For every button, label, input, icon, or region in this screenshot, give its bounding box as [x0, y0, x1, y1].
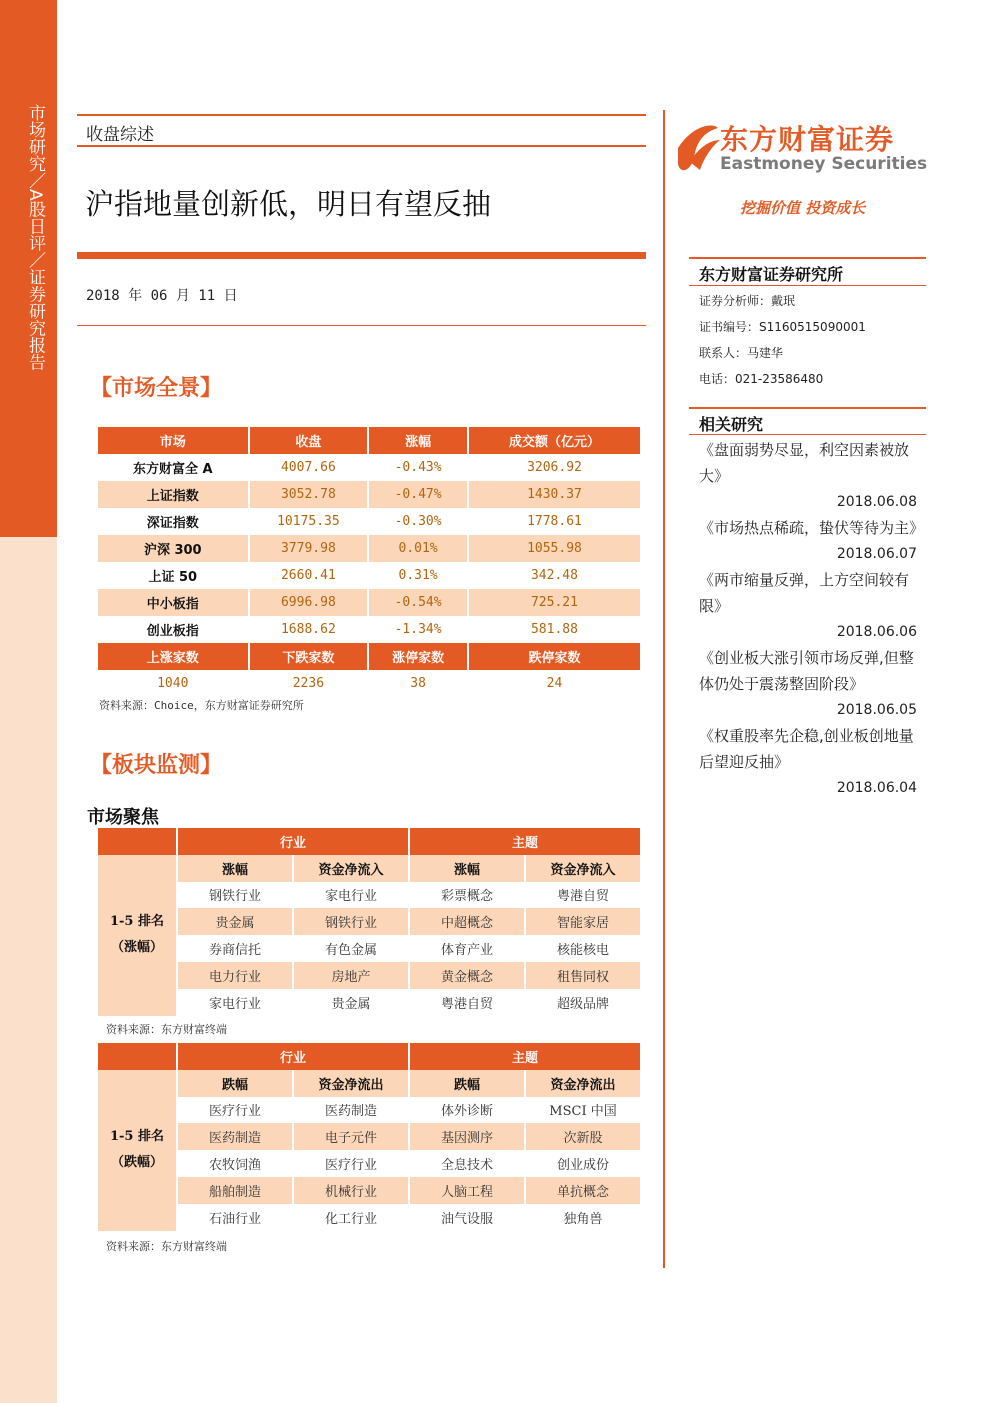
sub-header: 资金净流入: [526, 855, 640, 882]
sector-cell: 人脑工程: [410, 1177, 524, 1204]
market-name: 东方财富全 A: [132, 462, 213, 477]
sub-header: 资金净流出: [294, 1070, 408, 1097]
related-date: 2018.06.08: [836, 494, 917, 510]
sector-down-table: [96, 1043, 642, 1231]
table-row: [98, 1123, 640, 1150]
market-amount: 1430.37: [469, 481, 640, 508]
table-row: [98, 908, 640, 935]
sub-header: 跌幅: [178, 1070, 292, 1097]
table-row: [98, 882, 640, 909]
sector-cell: 贵金属: [178, 908, 292, 935]
institute-rule-top: [689, 257, 926, 259]
market-source: 资料来源：Choice，东方财富证券研究所: [99, 699, 304, 712]
rank-label: [98, 1070, 176, 1231]
table-row: [98, 535, 640, 562]
focus-title: 市场聚焦: [87, 807, 159, 828]
related-item[interactable]: 《创业板大涨引领市场反弹,但整体仍处于震荡整固阶段》: [699, 649, 914, 693]
market-amount: 342.48: [530, 568, 578, 583]
header-rule-top: [77, 114, 646, 116]
market-change: 0.01%: [369, 535, 467, 562]
market-name: 上证指数: [98, 481, 248, 508]
market-change: -0.43%: [394, 460, 442, 475]
sector-cell: 有色金属: [324, 943, 377, 959]
sector-cell: 券商信托: [208, 943, 261, 959]
sub-header: 资金净流出: [526, 1070, 640, 1097]
market-change: -1.34%: [394, 622, 442, 637]
sector-cell: 医药制造: [324, 1104, 377, 1120]
sector-cell: 黄金概念: [410, 962, 524, 989]
sector-cell: 医疗行业: [208, 1104, 261, 1120]
sector-cell: 超级品牌: [556, 996, 609, 1012]
market-heading: 【市场全景】: [90, 375, 223, 401]
market-name: 沪深 300: [98, 535, 248, 562]
license-number: 证书编号：S1160515090001: [699, 320, 866, 334]
table-row: [98, 1204, 640, 1231]
sub-header: 涨幅: [178, 855, 292, 882]
market-change: 0.31%: [398, 568, 438, 583]
table-row: [98, 670, 640, 697]
related-date: 2018.06.04: [836, 780, 917, 796]
table-corner: [98, 1043, 176, 1070]
sector-cell: 核能核电: [556, 943, 609, 959]
related-title: 相关研究: [699, 415, 764, 434]
sector-cell: 租售同权: [526, 962, 640, 989]
institute-rule: [689, 285, 926, 286]
table-row: [98, 589, 640, 616]
sector-cell: 粤港自贸: [556, 889, 609, 905]
table-row: [98, 1177, 640, 1204]
sector-cell: 基因测序: [410, 1123, 524, 1150]
contact: 联系人：马建华: [699, 346, 784, 360]
market-close: 3779.98: [250, 535, 368, 562]
market-close: 2660.41: [280, 568, 336, 583]
table-row: [98, 962, 640, 989]
analyst: 证券分析师：戴珉: [699, 294, 796, 308]
count-header: 下跌家数: [250, 643, 368, 670]
sector-cell: 房地产: [294, 962, 408, 989]
sector-cell: 油气设服: [440, 1211, 493, 1227]
related-item[interactable]: 《盘面弱势尽显，利空因素被放大》: [699, 441, 910, 485]
market-change: -0.30%: [394, 514, 442, 529]
market-amount: 581.88: [530, 622, 578, 637]
market-amount: 1055.98: [469, 535, 640, 562]
sector-cell: 船舶制造: [178, 1177, 292, 1204]
count-header: 跌停家数: [469, 643, 640, 670]
rank-label-line: 1-5 排名: [109, 914, 164, 930]
market-close: 6996.98: [250, 589, 368, 616]
column-divider: [663, 110, 665, 1268]
table-row: [98, 454, 640, 481]
rank-label-line: （涨幅）: [110, 940, 163, 956]
col-header: 收盘: [250, 427, 368, 454]
count-value: 24: [546, 676, 563, 691]
rank-label-line: 1-5 排名: [109, 1129, 164, 1145]
sector-cell: 粤港自贸: [440, 996, 493, 1012]
sector-cell: 中超概念: [410, 908, 524, 935]
group-header: 行业: [178, 828, 408, 855]
col-header: 涨幅: [369, 427, 467, 454]
market-amount: 1778.61: [527, 514, 582, 529]
table-corner: [98, 828, 176, 855]
section-tag: 收盘综述: [86, 125, 154, 145]
rank-label-line: （跌幅）: [110, 1155, 163, 1171]
sector-cell: 农牧饲渔: [208, 1158, 261, 1174]
market-change: -0.47%: [369, 481, 467, 508]
table-row: [98, 508, 640, 535]
count-header: 上涨家数: [98, 643, 248, 670]
market-change: -0.54%: [369, 589, 467, 616]
table-row: [98, 1150, 640, 1177]
sector-cell: 独角兽: [563, 1211, 603, 1227]
table-row: [98, 1097, 640, 1124]
count-header: 涨停家数: [369, 643, 467, 670]
rank-label: [98, 855, 176, 1016]
sector-cell: 彩票概念: [440, 889, 493, 905]
side-label: 市场研究／A股日评／证券研究报告: [25, 104, 45, 371]
sector-up-source: 资料来源：东方财富终端: [106, 1023, 227, 1036]
sector-cell: 医药制造: [178, 1123, 292, 1150]
sector-down-source: 资料来源：东方财富终端: [106, 1240, 227, 1253]
header-rule-thick: [77, 252, 646, 259]
market-amount: 3206.92: [527, 460, 582, 475]
table-row: [98, 935, 640, 962]
count-value: 38: [410, 676, 426, 691]
market-table: [96, 427, 642, 697]
related-date: 2018.06.06: [836, 624, 917, 640]
table-row: [98, 481, 640, 508]
group-header: 主题: [410, 1043, 640, 1070]
sector-cell: 电力行业: [178, 962, 292, 989]
sector-cell: MSCI 中国: [549, 1104, 617, 1120]
header-rule-2: [77, 145, 646, 147]
related-item[interactable]: 《两市缩量反弹，上方空间较有限》: [699, 571, 910, 615]
institute-title: 东方财富证券研究所: [699, 265, 844, 284]
count-value: 2236: [292, 676, 325, 691]
page-title: 沪指地量创新低，明日有望反抽: [85, 187, 492, 221]
sub-header: 涨幅: [410, 855, 524, 882]
related-item[interactable]: 《市场热点稀疏，蛰伏等待为主》: [699, 519, 925, 537]
market-name: 上证 50: [148, 570, 198, 585]
sector-cell: 钢铁行业: [294, 908, 408, 935]
sector-heading: 【板块监测】: [90, 752, 223, 778]
sector-up-table: [96, 828, 642, 1016]
phone: 电话：021-23586480: [699, 372, 824, 386]
table-row: [98, 989, 640, 1016]
related-date: 2018.06.07: [836, 546, 917, 562]
table-row: [98, 616, 640, 643]
sector-cell: 化工行业: [324, 1211, 377, 1227]
market-name: 创业板指: [146, 624, 199, 639]
header-rule-3: [77, 325, 646, 326]
market-close: 4007.66: [280, 460, 336, 475]
sector-cell: 单抗概念: [526, 1177, 640, 1204]
sub-header: 资金净流入: [294, 855, 408, 882]
related-date: 2018.06.05: [836, 702, 917, 718]
sector-cell: 医疗行业: [324, 1158, 377, 1174]
related-rule-top: [689, 407, 926, 409]
market-close: 3052.78: [250, 481, 368, 508]
sector-cell: 钢铁行业: [208, 889, 261, 905]
sector-cell: 家电行业: [208, 996, 261, 1012]
sector-cell: 家电行业: [324, 889, 377, 905]
sector-cell: 贵金属: [331, 996, 371, 1012]
sector-cell: 全息技术: [440, 1158, 493, 1174]
sector-cell: 电子元件: [294, 1123, 408, 1150]
related-rule: [689, 434, 926, 435]
sector-cell: 创业成份: [556, 1158, 609, 1174]
sector-cell: 智能家居: [526, 908, 640, 935]
table-row: [98, 562, 640, 589]
brand-slogan: 挖掘价值 投资成长: [740, 199, 866, 217]
market-close: 10175.35: [277, 514, 340, 529]
brand-name-cn: 东方财富证券: [720, 123, 895, 156]
report-date: 2018 年 06 月 11 日: [86, 288, 238, 304]
group-header: 主题: [410, 828, 640, 855]
sector-cell: 体育产业: [440, 943, 493, 959]
sector-cell: 石油行业: [208, 1211, 261, 1227]
count-value: 1040: [157, 676, 189, 691]
group-header: 行业: [178, 1043, 408, 1070]
sector-cell: 次新股: [526, 1123, 640, 1150]
col-header: 成交额（亿元）: [469, 427, 640, 454]
brand-name-en: Eastmoney Securities: [720, 154, 928, 174]
sector-cell: 机械行业: [294, 1177, 408, 1204]
market-name: 中小板指: [98, 589, 248, 616]
market-close: 1688.62: [280, 622, 336, 637]
col-header: 市场: [98, 427, 248, 454]
related-item[interactable]: 《权重股率先企稳,创业板创地量后望迎反抽》: [699, 727, 914, 771]
market-amount: 725.21: [469, 589, 640, 616]
sub-header: 跌幅: [410, 1070, 524, 1097]
market-name: 深证指数: [146, 516, 199, 531]
sector-cell: 体外诊断: [440, 1104, 493, 1120]
